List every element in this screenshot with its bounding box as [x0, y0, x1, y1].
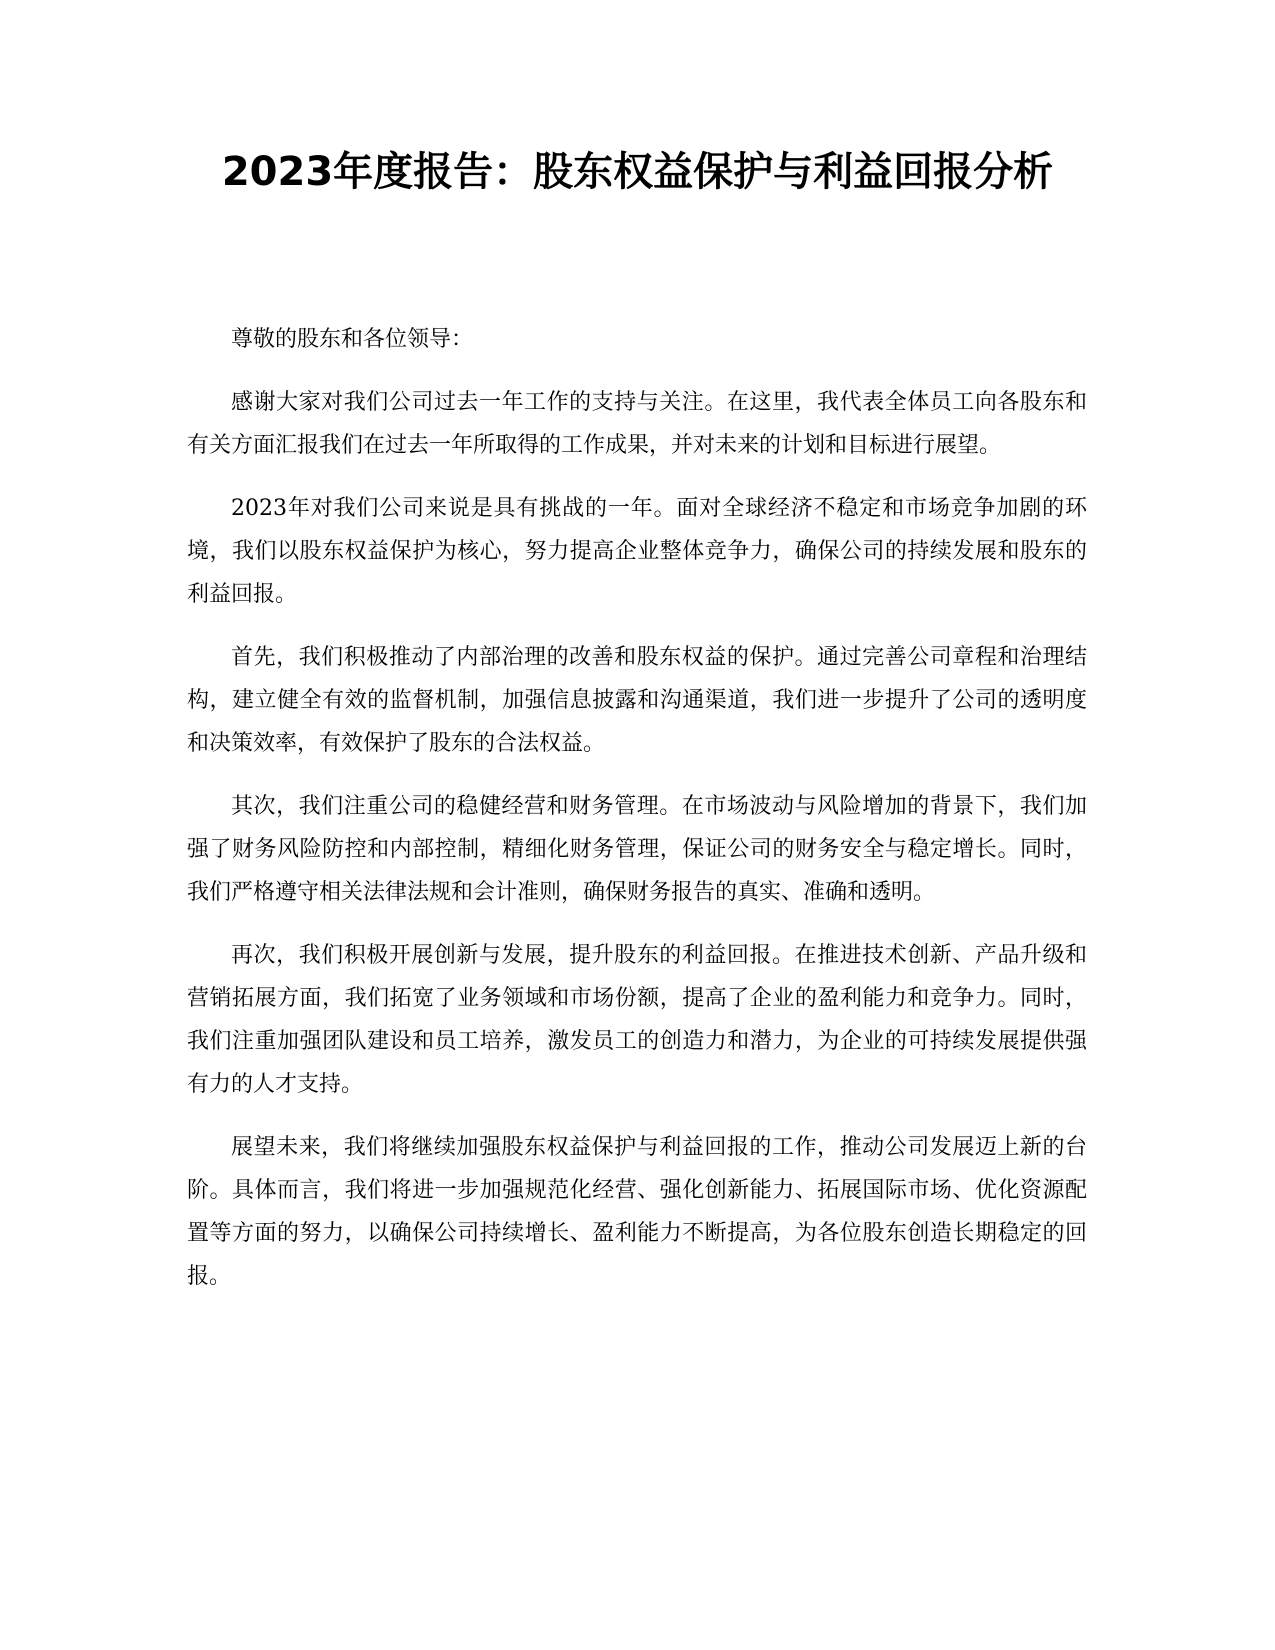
body-paragraph: 再次，我们积极开展创新与发展，提升股东的利益回报。在推进技术创新、产品升级和营销拓展方面，我们拓宽了业务领域和市场份额，提高了企业的盈利能力和竞争力。同时，我们注重加强团队建设和员工培养，激发员工的创造力和潜力，为企业的可持续发展提供强有力的人才支持。 [187, 943, 1087, 1097]
document-body [187, 318, 1087, 1318]
document-title: 2023年度报告：股东权益保护与利益回报分析 [221, 149, 1054, 195]
body-paragraph: 2023年对我们公司来说是具有挑战的一年。面对全球经济不稳定和市场竞争加剧的环境，我们以股东权益保护为核心，努力提高企业整体竞争力，确保公司的持续发展和股东的利益回报。 [187, 496, 1087, 607]
body-paragraph: 首先，我们积极推动了内部治理的改善和股东权益的保护。通过完善公司章程和治理结构，建立健全有效的监督机制，加强信息披露和沟通渠道，我们进一步提升了公司的透明度和决策效率，有效保护了股东的合法权益。 [187, 645, 1087, 756]
salutation-paragraph: 尊敬的股东和各位领导： [231, 327, 474, 352]
body-paragraph: 其次，我们注重公司的稳健经营和财务管理。在市场波动与风险增加的背景下，我们加强了财务风险防控和内部控制，精细化财务管理，保证公司的财务安全与稳定增长。同时，我们严格遵守相关法律法规和会计准则，确保财务报告的真实、准确和透明。 [187, 794, 1087, 905]
body-paragraph: 展望未来，我们将继续加强股东权益保护与利益回报的工作，推动公司发展迈上新的台阶。具体而言，我们将进一步加强规范化经营、强化创新能力、拓展国际市场、优化资源配置等方面的努力，以确保公司持续增长、盈利能力不断提高，为各位股东创造长期稳定的回报。 [187, 1135, 1087, 1289]
body-paragraph: 感谢大家对我们公司过去一年工作的支持与关注。在这里，我代表全体员工向各股东和有关方面汇报我们在过去一年所取得的工作成果，并对未来的计划和目标进行展望。 [187, 390, 1087, 458]
